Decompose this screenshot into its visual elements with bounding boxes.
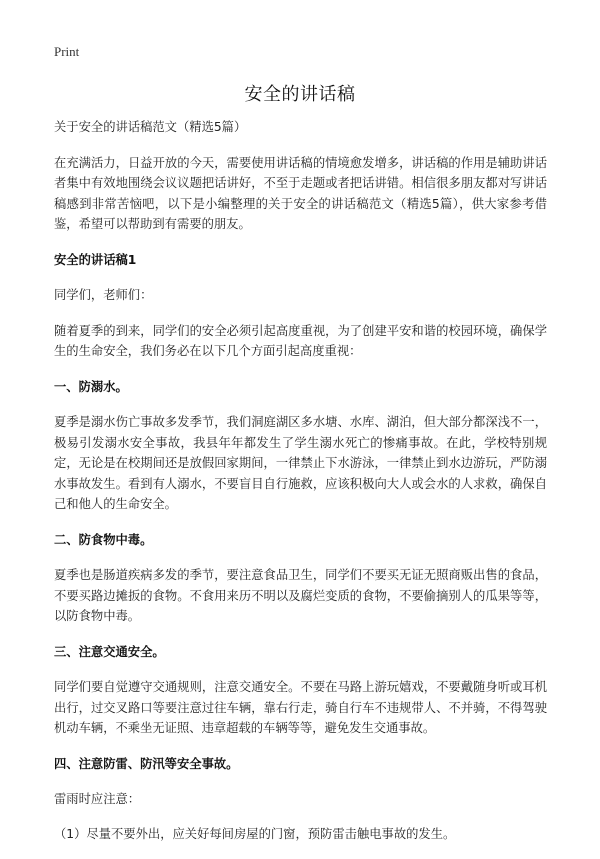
point-heading-traffic: 三、注意交通安全。 xyxy=(54,644,165,659)
point-heading-food: 二、防食物中毒。 xyxy=(54,532,153,547)
greeting-paragraph: 同学们，老师们： xyxy=(54,288,153,302)
point-body-food: 夏季也是肠道疾病多发的季节，要注意食品卫生，同学们不要买无证无照商贩出售的食品，不要买路边摊扳的食物。不食用来历不明以及腐烂变质的食物，不要偷摘别人的瓜果等等，以防食物中毒。 xyxy=(54,568,547,623)
document-subtitle: 关于安全的讲话稿范文（精选5篇） xyxy=(54,120,247,134)
point-body-lightning: 雷雨时应注意： xyxy=(54,792,141,806)
section-heading: 安全的讲话稿1 xyxy=(54,252,137,267)
opening-paragraph: 随着夏季的到来，同学们的安全必须引起高度重视，为了创建平安和谐的校园环境，确保学生的生命安全，我们务必在以下几个方面引起高度重视： xyxy=(54,323,547,358)
point-heading-lightning: 四、注意防雷、防汛等安全事故。 xyxy=(54,756,239,771)
document-content xyxy=(54,117,547,859)
page-title: 安全的讲话稿 xyxy=(244,84,356,105)
point-heading-drowning: 一、防溺水。 xyxy=(54,379,128,394)
print-label: Print xyxy=(54,44,80,59)
point-body-traffic: 同学们要自觉遵守交通规则，注意交通安全。不要在马路上游玩嬉戏，不要戴随身听或耳机出行，过交叉路口等要注意过往车辆，靠右行走，骑自行车不违规带人、不并骑，不得驾驶机动车辆，不乘坐无证照、违章超载的车辆等等，避免发生交通事故。 xyxy=(54,680,547,735)
intro-paragraph: 在充满活力，日益开放的今天，需要使用讲话稿的情境愈发增多，讲话稿的作用是辅助讲话者集中有效地围绕会议议题把话讲好，不至于走题或者把话讲错。相信很多朋友都对写讲话稿感到非常苦恼吧，以下是小编整理的关于安全的讲话稿范文（精选5篇），供大家参考借鉴，希望可以帮助到有需要的朋友。 xyxy=(54,155,547,231)
list-item: （1）尽量不要外出，应关好每间房屋的门窗，预防雷击触电事故的发生。 xyxy=(54,826,456,841)
point-body-drowning: 夏季是溺水伤亡事故多发季节，我们洞庭湖区多水塘、水库、湖泊，但大部分都深浅不一，极易引发溺水安全事故，我县年年都发生了学生溺水死亡的惨痛事故。在此，学校特别规定，无论是在校期间还是放假回家期间，一律禁止下水游泳，一律禁止到水边游玩，严防溺水事故发生。看到有人溺水，不要盲目自行施救，应该积极向大人或会水的人求救，确保自己和他人的生命安全。 xyxy=(54,415,547,511)
